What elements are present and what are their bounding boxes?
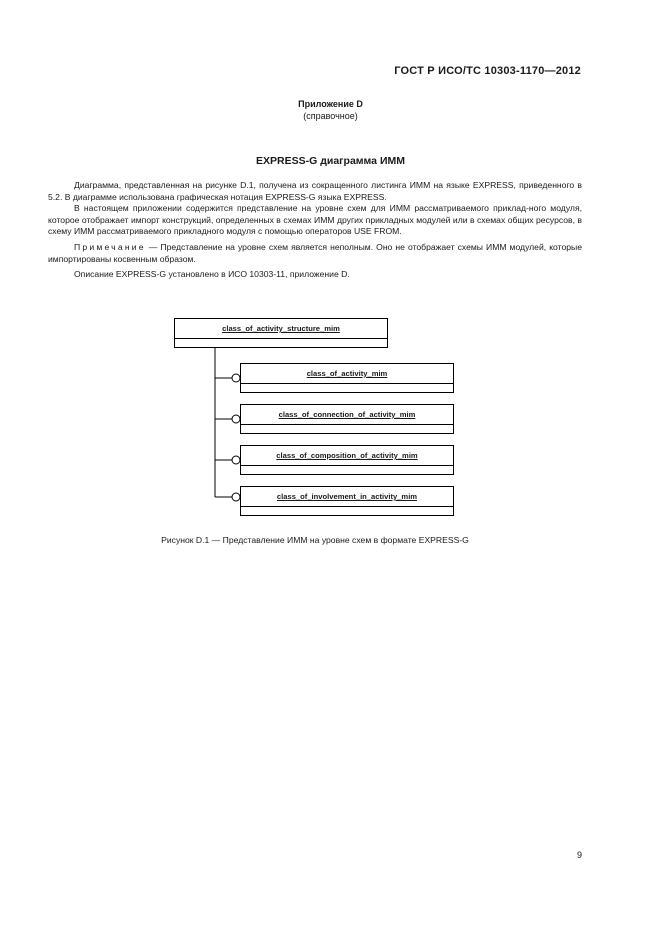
entity-child: [240, 445, 454, 475]
entity-child: [240, 486, 454, 516]
annex-heading: [0, 98, 661, 122]
figure-caption: Рисунок D.1 — Представление ИММ на уровне схем в формате EXPRESS-G: [161, 535, 469, 545]
annex-subtitle: (справочное): [303, 111, 358, 121]
entity-name: class_of_composition_of_activity_mim: [241, 446, 453, 466]
entity-child: [240, 363, 454, 393]
paragraph-2: В настоящем приложении содержится представление на уровне схем для ИММ рассматриваемого приклад-ного модуля, которое отображает импорт конструкций, определенных в схемах ИММ других прикладных модулей или в схемах общих ресурсов, в схему ИММ рассматриваемого прикладного модуля с помощью операторов USE FROM.: [48, 203, 582, 237]
section-title: EXPRESS-G диаграмма ИММ: [256, 155, 405, 167]
note-paragraph: [48, 242, 582, 265]
entity-name: class_of_activity_mim: [241, 364, 453, 384]
entity-name: class_of_connection_of_activity_mim: [241, 405, 453, 425]
relationship-circle-icon: [232, 374, 240, 382]
entity-name: class_of_involvement_in_activity_mim: [241, 487, 453, 507]
annex-title: Приложение D: [298, 99, 363, 109]
paragraph-4: Описание EXPRESS-G установлено в ИСО 10303-11, приложение D.: [74, 269, 350, 280]
document-code: ГОСТ Р ИСО/ТС 10303-1170—2012: [394, 65, 581, 77]
relationship-circle-icon: [232, 493, 240, 501]
relationship-circle-icon: [232, 456, 240, 464]
note-text: — Представление на уровне схем является неполным. Оно не отображает схемы ИММ модулей, которые импортированы косвенным образом.: [48, 241, 582, 264]
page-number: 9: [576, 850, 582, 860]
entity-name: class_of_activity_structure_mim: [175, 319, 387, 339]
body-text: [48, 180, 582, 281]
note-label: Примечание: [74, 241, 146, 252]
relationship-circle-icon: [232, 415, 240, 423]
paragraph-1: Диаграмма, представленная на рисунке D.1, получена из сокращенного листинга ИММ на языке EXPRESS, приведенного в 5.2. В диаграмме использована графическая нотация EXPRESS-G языка EXPRESS.: [48, 180, 582, 202]
entity-child: [240, 404, 454, 434]
entity-root: [174, 318, 388, 348]
